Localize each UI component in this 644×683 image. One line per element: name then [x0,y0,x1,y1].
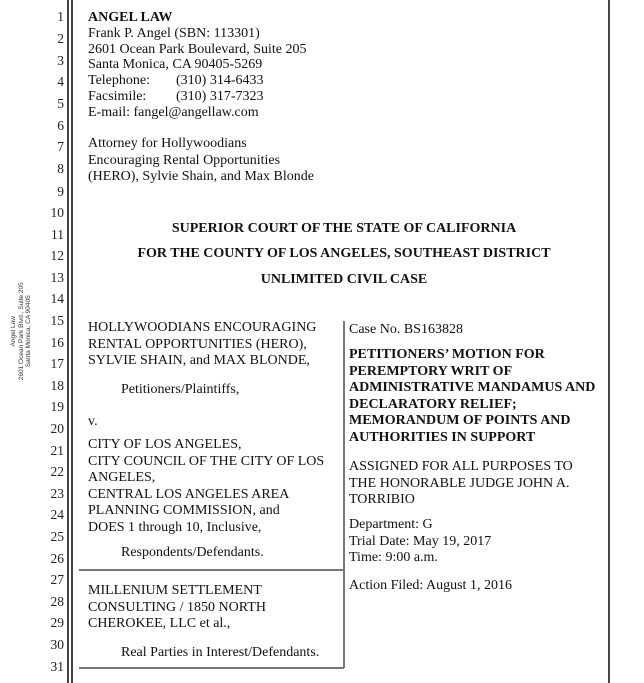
firm-city: Santa Monica, CA 90405-5269 [88,57,263,73]
line-number: 22 [50,464,64,479]
line-number: 20 [50,421,64,436]
versus: v. [88,414,98,429]
assignment-line: THE HONORABLE JUDGE JOHN A. [349,475,570,491]
margin-address-line1: 2601 Ocean Park Blvd., Suite 205 [17,282,25,381]
line-number: 19 [50,399,64,414]
telephone-line [88,73,307,89]
real-parties-block [88,583,266,633]
respondent-line: CITY OF LOS ANGELES, [88,437,242,452]
pleading-margin-rule [71,0,73,683]
petitioner-line: RENTAL OPPORTUNITIES (HERO), [88,336,307,352]
line-number: 16 [50,335,64,350]
assignment-line: ASSIGNED FOR ALL PURPOSES TO [349,459,573,474]
margin-firm-address [10,266,33,396]
line-number: 8 [57,161,64,176]
firm-street: 2601 Ocean Park Boulevard, Suite 205 [88,41,307,57]
assignment-line: TORRIBIO [349,492,415,507]
court-county: FOR THE COUNTY OF LOS ANGELES, SOUTHEAST DISTRICT [137,246,551,261]
caption-divider [79,569,344,571]
pleading-margin-rule [67,0,69,683]
line-number: 1 [57,9,64,24]
facsimile-label: Facsimile: [88,88,147,104]
caption-vertical-divider [343,321,345,668]
line-number: 15 [50,313,64,328]
title-line: PETITIONERS’ MOTION FOR [349,347,545,362]
line-number: 29 [50,615,64,630]
petitioner-line: SYLVIE SHAIN, and MAX BLONDE, [88,353,310,368]
attorney-name: Frank P. Angel (SBN: 113301) [88,25,260,41]
line-number: 12 [50,248,64,263]
line-number: 23 [50,486,64,501]
line-number: 10 [50,205,64,220]
facsimile-line [88,89,307,105]
respondent-line: PLANNING COMMISSION, and [88,503,280,518]
line-number: 17 [50,356,64,371]
line-number: 7 [57,139,64,154]
respondent-line: CENTRAL LOS ANGELES AREA [88,486,290,502]
firm-name: ANGEL LAW [88,10,173,25]
petitioner-line: HOLLYWOODIANS ENCOURAGING [88,320,317,335]
line-number: 31 [50,659,64,674]
line-number: 27 [50,572,64,587]
document-title [349,347,595,446]
line-number: 18 [50,378,64,393]
telephone-label: Telephone: [88,73,150,89]
real-party-line: CONSULTING / 1850 NORTH [88,599,266,615]
telephone-value: (310) 314-6433 [176,73,264,89]
margin-firm-name: Angel Law [9,316,17,347]
pleading-right-rule [608,0,610,683]
line-number: 28 [50,594,64,609]
line-number: 25 [50,529,64,544]
facsimile-value: (310) 317-7323 [176,88,264,104]
respondent-line: ANGELES, [88,470,156,485]
line-number: 21 [50,443,64,458]
email-line: E-mail: fangel@angellaw.com [88,104,259,120]
line-number: 13 [50,270,64,285]
line-number: 5 [57,96,64,111]
real-parties-role: Real Parties in Interest/Defendants. [121,645,320,660]
attorney-for-line: Encouraging Rental Opportunities [88,152,281,168]
line-number: 6 [57,118,64,133]
title-line: MEMORANDUM OF POINTS AND [349,413,571,428]
title-line: ADMINISTRATIVE MANDAMUS AND [349,380,596,395]
line-number: 4 [57,74,64,89]
attorney-for-block [88,136,314,186]
line-number: 9 [57,184,64,199]
line-number: 2 [57,31,64,46]
real-party-line: MILLENIUM SETTLEMENT [88,583,262,598]
assignment-block [349,459,573,509]
margin-address-line2: Santa Monica, CA 90405 [24,295,32,368]
action-filed: Action Filed: August 1, 2016 [349,578,512,593]
case-number: Case No. BS163828 [349,322,463,337]
attorney-header [88,10,307,121]
line-number: 11 [51,227,64,242]
line-number: 24 [50,507,64,522]
line-number: 30 [50,637,64,652]
line-number: 14 [50,291,64,306]
respondents-block [88,437,324,536]
attorney-for-line: Attorney for Hollywoodians [88,136,247,151]
caption-bottom-rule [79,667,344,669]
petitioners-role: Petitioners/Plaintiffs, [121,382,240,397]
respondent-line: DOES 1 through 10, Inclusive, [88,519,262,535]
court-name: SUPERIOR COURT OF THE STATE OF CALIFORNIA [171,221,517,236]
attorney-for-line: (HERO), Sylvie Shain, and Max Blonde [88,169,314,184]
real-party-line: CHEROKEE, LLC et al., [88,616,231,631]
title-line: AUTHORITIES IN SUPPORT [349,429,536,445]
department: Department: G [349,517,433,532]
title-line: DECLARATORY RELIEF; [349,396,517,412]
line-number: 26 [50,551,64,566]
title-line: PEREMPTORY WRIT OF [349,363,513,379]
trial-date: Trial Date: May 19, 2017 [349,533,492,549]
hearing-time: Time: 9:00 a.m. [349,550,438,565]
respondent-line: CITY COUNCIL OF THE CITY OF LOS [88,453,325,469]
respondents-role: Respondents/Defendants. [121,545,264,560]
line-number: 3 [57,53,64,68]
petitioners-block [88,320,316,370]
hearing-block [349,517,491,567]
case-type: UNLIMITED CIVIL CASE [260,272,428,287]
